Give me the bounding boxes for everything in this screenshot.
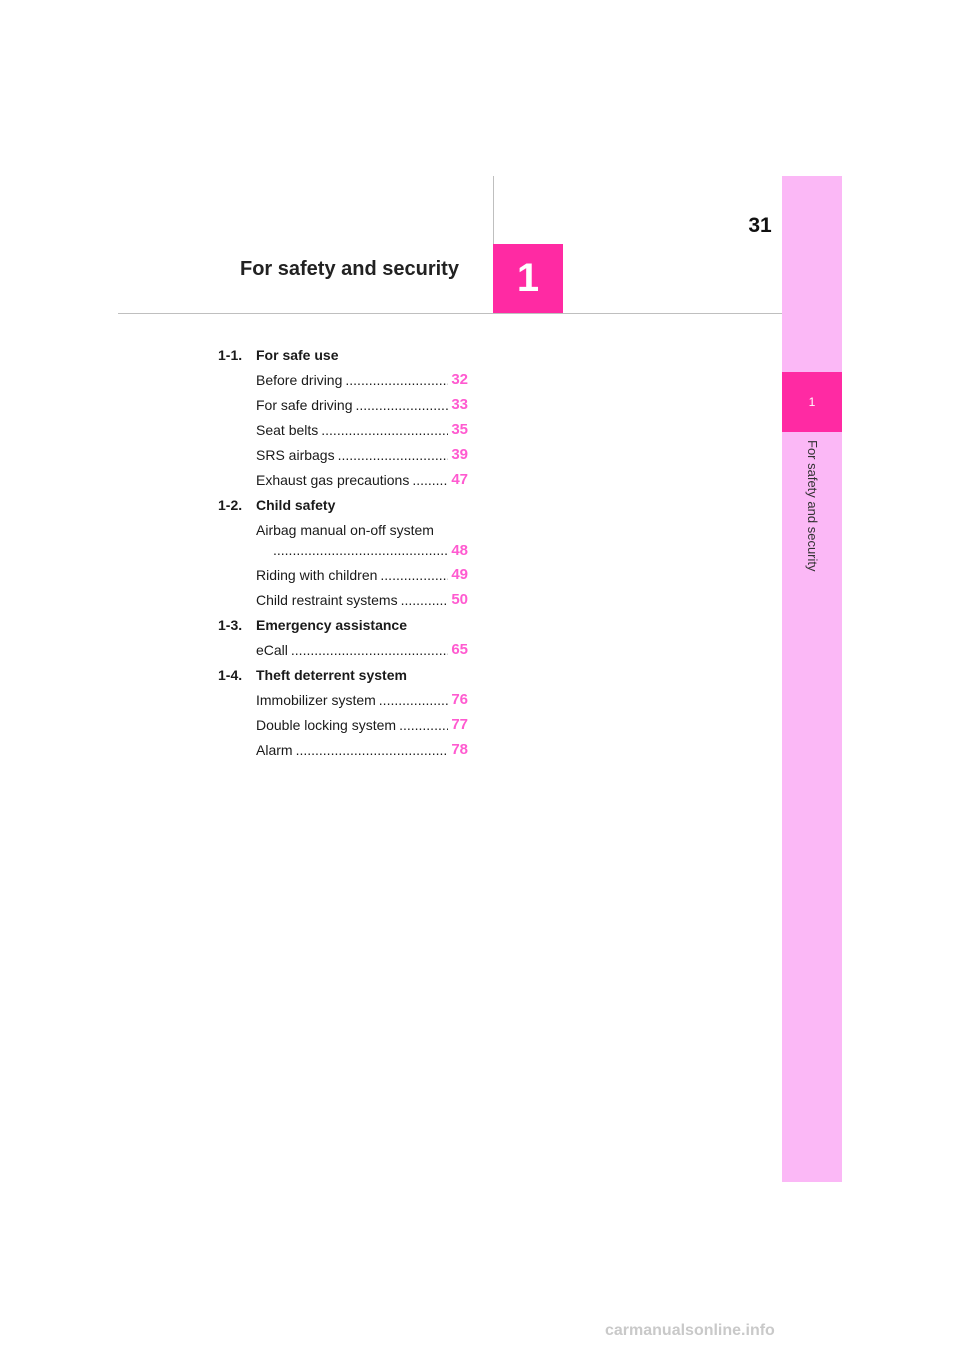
toc-section-title: Emergency assistance: [256, 617, 407, 633]
toc-section-number: 1-2.: [218, 497, 243, 513]
leader-dots: [355, 397, 448, 413]
table-of-contents: [218, 347, 468, 767]
toc-entry-label: Riding with children: [256, 567, 378, 583]
toc-entry-label: Alarm: [256, 742, 293, 758]
toc-entry[interactable]: [256, 592, 468, 608]
toc-section-heading: [218, 347, 468, 363]
toc-entry-page-link[interactable]: 65: [451, 642, 468, 658]
chapter-number-box: 1: [493, 244, 563, 313]
toc-entry-label: Exhaust gas precautions: [256, 472, 410, 488]
toc-section: [218, 667, 468, 758]
toc-section-title: Theft deterrent system: [256, 667, 407, 683]
leader-dots: [401, 592, 449, 608]
toc-entry[interactable]: [256, 717, 468, 733]
toc-section-title: Child safety: [256, 497, 336, 513]
toc-entry[interactable]: [256, 692, 468, 708]
toc-entry-page-link[interactable]: 77: [451, 717, 468, 733]
toc-entry-label: Child restraint systems: [256, 592, 398, 608]
toc-section: [218, 497, 468, 608]
toc-entry-page-link[interactable]: 78: [451, 742, 468, 758]
toc-entry[interactable]: [256, 642, 468, 658]
chapter-title: For safety and security: [240, 258, 459, 280]
leader-dots: [380, 567, 448, 583]
toc-section-heading: [218, 497, 468, 513]
toc-entry-page-link[interactable]: 50: [451, 592, 468, 608]
toc-entry[interactable]: [256, 372, 468, 388]
toc-entry-label: Airbag manual on-off system: [256, 522, 434, 538]
toc-entry[interactable]: [256, 447, 468, 463]
toc-entry-page-link[interactable]: 76: [451, 692, 468, 708]
leader-dots: [345, 372, 448, 388]
header-divider-vertical: [493, 176, 494, 244]
leader-dots: [379, 692, 449, 708]
toc-entry[interactable]: [256, 422, 468, 438]
toc-entry-page-link[interactable]: 35: [451, 422, 468, 438]
page-number: 31: [748, 214, 772, 237]
toc-entry-label: Seat belts: [256, 422, 319, 438]
toc-section: [218, 347, 468, 488]
toc-entry[interactable]: [256, 397, 468, 413]
toc-section-number: 1-4.: [218, 667, 243, 683]
footer-watermark: carmanualsonline.info: [605, 1322, 775, 1339]
toc-section-title: For safe use: [256, 347, 339, 363]
toc-entry-label: Double locking system: [256, 717, 397, 733]
side-strip: [782, 176, 842, 1182]
toc-entry-label: Immobilizer system: [256, 692, 376, 708]
toc-entry-page-link[interactable]: 48: [451, 542, 468, 558]
leader-dots: [338, 447, 449, 463]
header-divider-horizontal: [118, 313, 782, 314]
toc-entry-label: eCall: [256, 642, 288, 658]
toc-entry-label: Before driving: [256, 372, 343, 388]
toc-section-heading: [218, 667, 468, 683]
toc-entry-label: For safe driving: [256, 397, 353, 413]
side-tab-label: For safety and security: [805, 440, 820, 572]
toc-entry-page-link[interactable]: 49: [451, 567, 468, 583]
side-tab-chapter[interactable]: 1: [782, 372, 842, 432]
leader-dots: [412, 472, 448, 488]
toc-section-heading: [218, 617, 468, 633]
leader-dots: [296, 742, 449, 758]
leader-dots: [273, 542, 448, 558]
toc-entry[interactable]: [256, 472, 468, 488]
toc-entry[interactable]: [256, 567, 468, 583]
toc-section-number: 1-1.: [218, 347, 243, 363]
toc-section-number: 1-3.: [218, 617, 243, 633]
toc-entry-page-link[interactable]: 32: [451, 372, 468, 388]
toc-entry[interactable]: [256, 522, 468, 558]
toc-section: [218, 617, 468, 658]
toc-entry-page-link[interactable]: 33: [451, 397, 468, 413]
toc-entry[interactable]: [256, 742, 468, 758]
leader-dots: [291, 642, 448, 658]
leader-dots: [399, 717, 448, 733]
toc-entry-page-link[interactable]: 39: [451, 447, 468, 463]
toc-entry-page-link[interactable]: 47: [451, 472, 468, 488]
toc-entry-label: SRS airbags: [256, 447, 335, 463]
leader-dots: [321, 422, 448, 438]
